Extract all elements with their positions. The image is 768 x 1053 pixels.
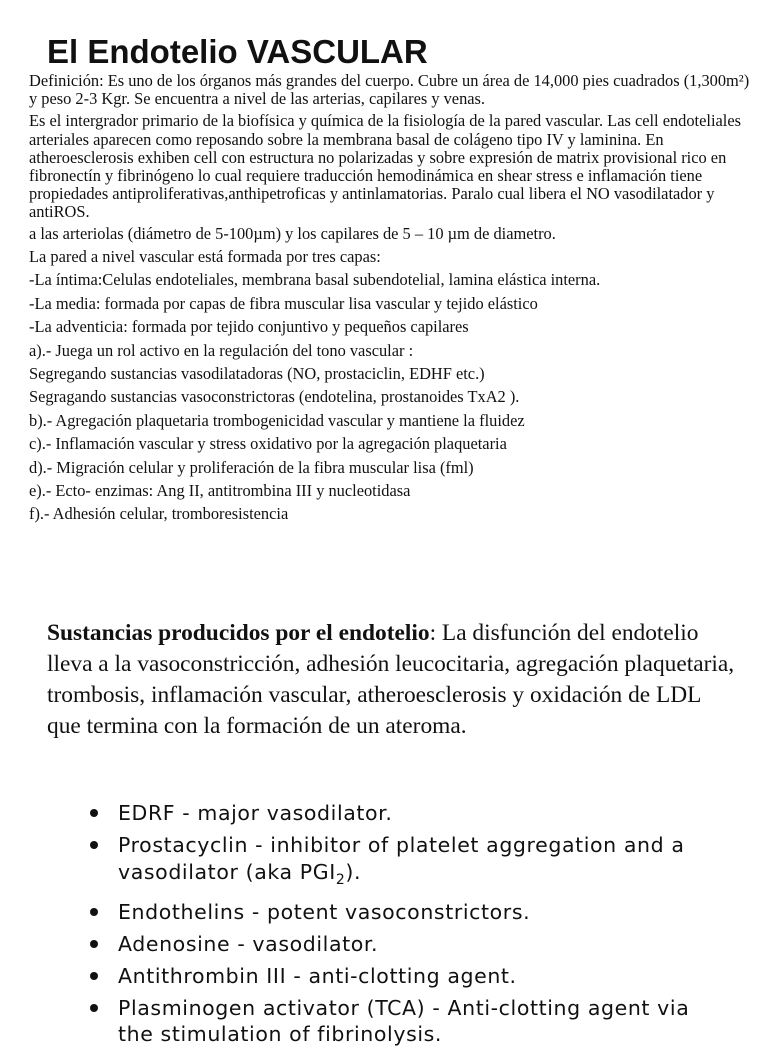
text-line: Segregando sustancias vasodilatadoras (NO, prostaciclin, EDHF etc.) xyxy=(29,363,485,383)
substances-heading: Sustancias producidos por el endotelio xyxy=(47,620,430,646)
text-line: d).- Migración celular y proliferación de la fibra muscular lisa (fml) xyxy=(29,457,474,477)
bullet-text: Plasminogen activator (TCA) - Anti-clotting agent via the stimulation of fibrinolysis. xyxy=(118,995,690,1047)
text-line: a).- Juega un rol activo en la regulación del tono vascular : xyxy=(29,340,414,360)
list-item xyxy=(88,963,728,990)
text-line: -La media: formada por capas de fibra muscular lisa vascular y tejido elástico xyxy=(29,293,538,313)
list-item xyxy=(88,899,728,926)
bullet-icon xyxy=(90,972,98,980)
bullet-text: Adenosine - vasodilator. xyxy=(118,931,379,956)
bullet-icon xyxy=(90,1004,98,1012)
list-item xyxy=(88,832,728,893)
bullet-text: Prostacyclin - inhibitor of platelet aggregation and a vasodilator (aka PGI xyxy=(118,833,685,884)
substances-list xyxy=(88,800,728,1053)
page-title: El Endotelio VASCULAR xyxy=(47,33,428,70)
text-line: La pared a nivel vascular está formada por tres capas: xyxy=(29,247,381,267)
bullet-icon xyxy=(90,940,98,948)
bullet-text: Antithrombin III - anti-clotting agent. xyxy=(118,963,517,988)
substances-text: : La disfunción del endotelio lleva a la vasoconstricción, adhesión leucocitaria, agregación plaquetaria, trombosis, inflamación vascular, atheroesclerosis y oxidación de LDL que termina con la formación de un ateroma. xyxy=(47,620,735,739)
bullet-icon xyxy=(90,908,98,916)
bullet-text: EDRF - major vasodilator. xyxy=(118,801,393,825)
text-line: -La adventicia: formada por tejido conjuntivo y pequeños capilares xyxy=(29,317,469,337)
text-line: -La íntima:Celulas endoteliales, membrana basal subendotelial, lamina elástica interna. xyxy=(29,270,601,290)
text-line: a las arteriolas (diámetro de 5-100µm) y los capilares de 5 – 10 µm de diametro. xyxy=(29,223,556,243)
body-text xyxy=(29,72,754,526)
list-item xyxy=(88,931,728,958)
paragraph-definition: Definición: Es uno de los órganos más grandes del cuerpo. Cubre un área de 14,000 pies cuadrados (1,300m²) y peso 2-3 Kgr. Se encuentra a nivel de las arterias, capilares y venas. xyxy=(29,71,750,109)
bullet-text: Endothelins - potent vasoconstrictors. xyxy=(118,899,531,924)
bullet-icon xyxy=(90,809,98,817)
paragraph-integrator: Es el intergrador primario de la biofísica y química de la fisiología de la pared vascular. Las cell endoteliales arteriales aparecen como reposando sobre la membrana basal de colágeno tipo IV y laminina. En atheroesclerosis exhiben cell con estructura no polarizadas y sobre expresión de matrix provisional rico en fibronectín y fibrinógeno lo cual requiere traducción hemodinámica en shear stress e inflamación tiene propiedades antiproliferativas,anthipetroficas y antinlamatorias. Paralo cual libera el NO vasodilatador y antiROS. xyxy=(29,111,741,222)
bullet-icon xyxy=(90,841,98,849)
text-line: c).- Inflamación vascular y stress oxidativo por la agregación plaquetaria xyxy=(29,434,507,454)
text-line: b).- Agregación plaquetaria trombogenicidad vascular y mantiene la fluidez xyxy=(29,410,525,430)
text-line: Segragando sustancias vasoconstrictoras (endotelina, prostanoides TxA2 ). xyxy=(29,387,520,407)
substances-section xyxy=(47,618,737,742)
list-item xyxy=(88,800,728,827)
list-item xyxy=(88,995,728,1048)
bullet-text-after: ). xyxy=(345,859,362,884)
bullet-subscript: 2 xyxy=(335,871,346,888)
text-line: f).- Adhesión celular, tromboresistencia xyxy=(29,504,289,524)
text-line: e).- Ecto- enzimas: Ang II, antitrombina III y nucleotidasa xyxy=(29,480,411,500)
